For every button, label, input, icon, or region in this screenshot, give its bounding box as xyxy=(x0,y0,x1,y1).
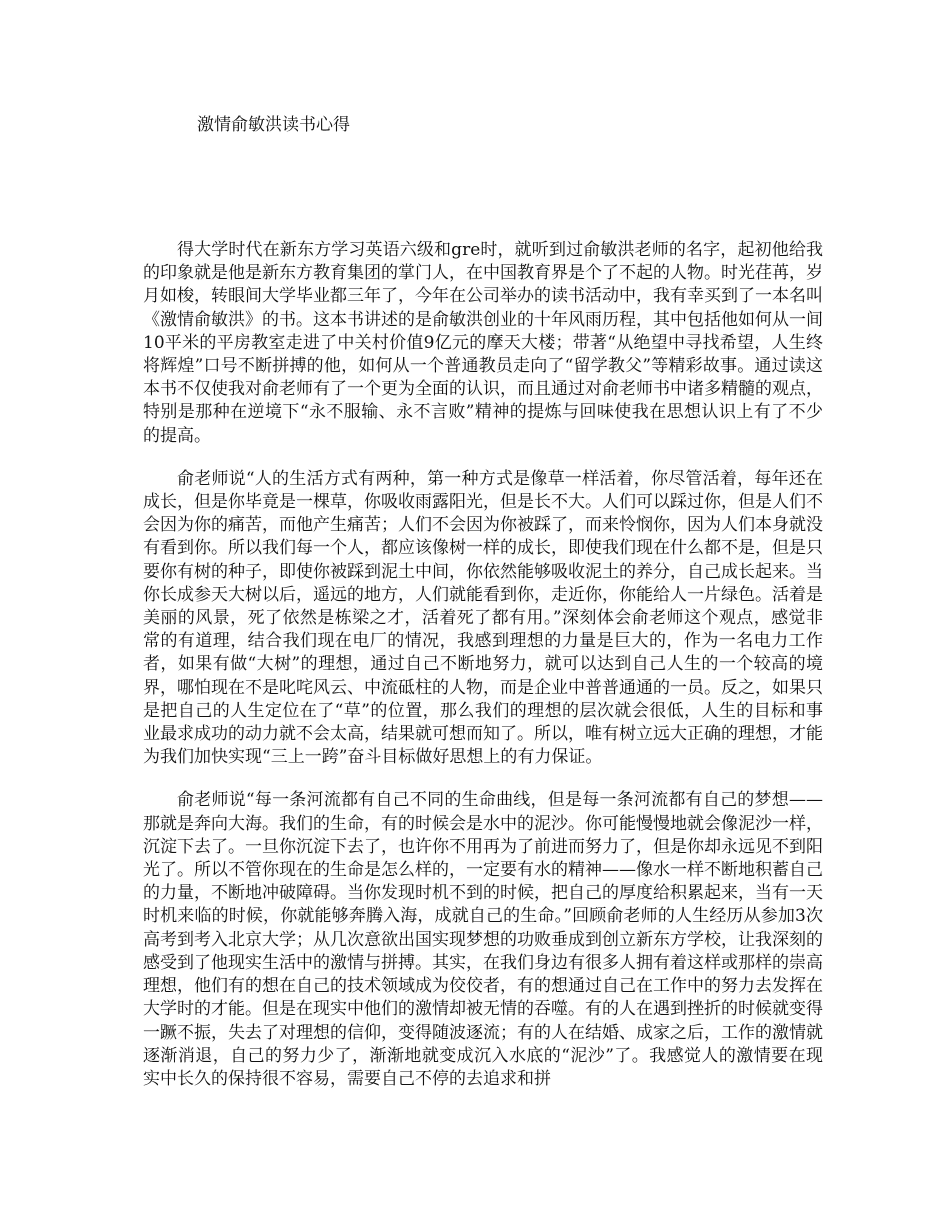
paragraph-2: 俞老师说“人的生活方式有两种，第一种方式是像草一样活着，你尽管活着，每年还在成长，但是你毕竟是一棵草，你吸收雨露阳光，但是长不大。人们可以踩过你，但是人们不会因为你的痛苦，而他产生痛苦；人们不会因为你被踩了，而来怜悯你，因为人们本身就没有看到你。所以我们每一个人，都应该像树一样的成长，即使我们现在什么都不是，但是只要你有树的种子，即使你被踩到泥土中间，你依然能够吸收泥土的养分，自己成长起来。当你长成参天大树以后，遥远的地方，人们就能看到你，走近你，你能给人一片绿色。活着是美丽的风景，死了依然是栋梁之才，活着死了都有用。”深刻体会俞老师这个观点，感觉非常的有道理，结合我们现在电厂的情况，我感到理想的力量是巨大的，作为一名电力工作者，如果有做“大树”的理想，通过自己不断地努力，就可以达到自己人生的一个较高的境界，哪怕现在不是叱咤风云、中流砥柱的人物，而是企业中普普通通的一员。反之，如果只是把自己的人生定位在了“草”的位置，那么我们的理想的层次就会很低，人生的目标和事业最求成功的动力就不会太高，结果就可想而知了。所以，唯有树立远大正确的理想，才能为我们加快实现“三上一跨”奋斗目标做好思想上的有力保证。 xyxy=(143,468,823,768)
paragraph-3: 俞老师说“每一条河流都有自己不同的生命曲线，但是每一条河流都有自己的梦想——那就是奔向大海。我们的生命，有的时候会是水中的泥沙。你可能慢慢地就会像泥沙一样，沉淀下去了。一旦你沉淀下去了，也许你不用再为了前进而努力了，但是你却永远见不到阳光了。所以不管你现在的生命是怎么样的，一定要有水的精神——像水一样不断地积蓄自己的力量，不断地冲破障碍。当你发现时机不到的时候，把自己的厚度给积累起来，当有一天时机来临的时候，你就能够奔腾入海，成就自己的生命。”回顾俞老师的人生经历从参加3次高考到考入北京大学；从几次意欲出国实现梦想的功败垂成到创立新东方学校，让我深刻的感受到了他现实生活中的激情与拼搏。其实，在我们身边有很多人拥有着这样或那样的崇高理想，他们有的想在自己的技术领域成为佼佼者，有的想通过自己在工作中的努力去发挥在大学时的才能。但是在现实中他们的激情却被无情的吞噬。有的人在遇到挫折的时候就变得一蹶不振，失去了对理想的信仰，变得随波逐流；有的人在结婚、成家之后，工作的激情就逐渐消退，自己的努力少了，渐渐地就变成沉入水底的“泥沙”了。我感觉人的激情要在现实中长久的保持很不容易，需要自己不停的去追求和拼 xyxy=(143,790,823,1089)
document-title: 激情俞敏洪读书心得 xyxy=(197,115,350,135)
paragraph-1: 得大学时代在新东方学习英语六级和gre时，就听到过俞敏洪老师的名字，起初他给我的印象就是他是新东方教育集团的掌门人，在中国教育界是个了不起的人物。时光荏苒，岁月如梭，转眼间大学毕业都三年了，今年在公司举办的读书活动中，我有幸买到了一本名叫《激情俞敏洪》的书。这本书讲述的是俞敏洪创业的十年风雨历程，其中包括他如何从一间10平米的平房教室走进了中关村价值9亿元的摩天大楼；带著“从绝望中寻找希望，人生终将辉煌”口号不断拼搏的他，如何从一个普通教员走向了“留学教父”等精彩故事。通过读这本书不仅使我对俞老师有了一个更为全面的认识，而且通过对俞老师书中诸多精髓的观点，特别是那种在逆境下“永不服输、永不言败”精神的提炼与回味使我在思想认识上有了不少的提高。 xyxy=(143,240,823,446)
document-body xyxy=(143,239,823,1111)
